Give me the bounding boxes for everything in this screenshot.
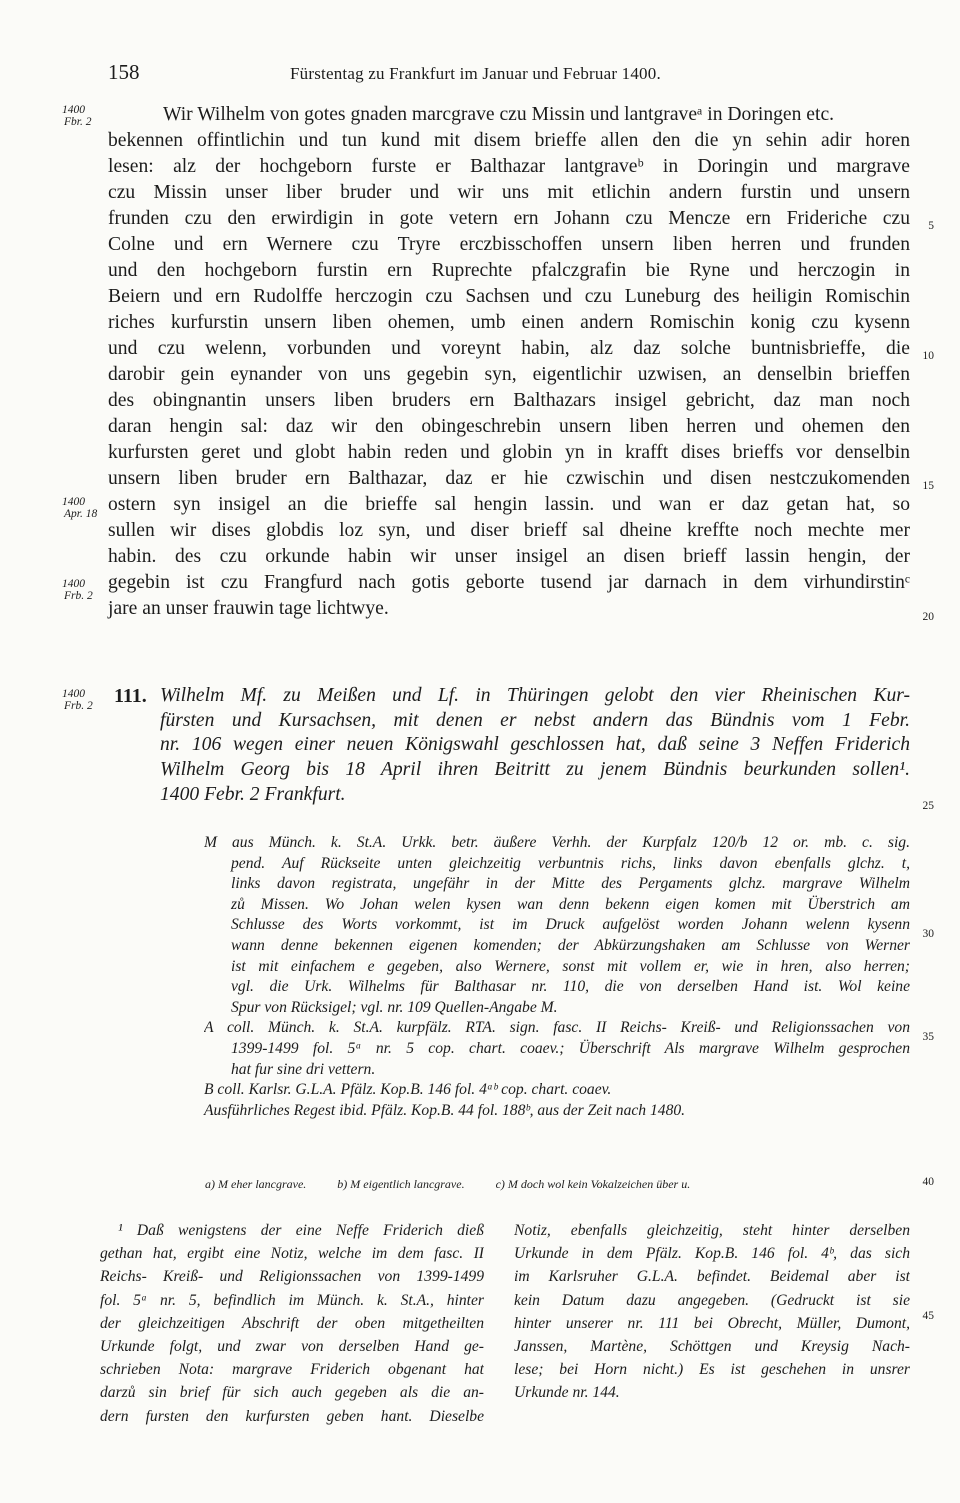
footnote-line: im Karlsruher G.L.A. befindet. Beidemal aber ist xyxy=(514,1268,910,1286)
variant-note: b) M eigentlich lancgrave. xyxy=(337,1177,465,1191)
source-line: vgl. die Urk. Wilhelms für Balthasar nr. 110, die von derselben Hand ist. Wol keine xyxy=(231,978,910,996)
regest-line: Wilhelm Mf. zu Meißen und Lf. in Thüringen gelobt den vier Rheinischen Kur- xyxy=(160,685,910,706)
regest-line: Wilhelm Georg bis 18 April ihren Beitritt zu jenem Bündnis beurkunden sollen¹. xyxy=(160,759,910,781)
source-line: Schlusse des Worts vorkommt, ist im Druck aufgelöst worden Johann welenn kysenn xyxy=(231,916,910,934)
source-line: pend. Auf Rückseite unten gleichzeitig verbuntnis richs, links davon ebenfalls glchz. t, xyxy=(231,854,910,872)
footnote-line: kein Datum dazu angegeben. (Gedruckt ist sie xyxy=(514,1291,910,1309)
text-line: ostern syn insigel an die brieffe sal hengin lassin. und wan er daz getan hat, so xyxy=(108,494,910,515)
text-line: des obingnantin unsers liben bruders ern Balthazars insigel gebricht, daz man noch xyxy=(108,390,910,411)
variant-note: c) M doch wol kein Vokalzeichen über u. xyxy=(495,1177,691,1191)
margin-date-year: 1400 xyxy=(62,578,85,590)
footnote-left-column xyxy=(100,1219,484,1428)
text-line: unsern liben bruder ern Balthazar, daz er hie czwischin und disen nestczukomenden xyxy=(108,468,910,489)
source-line: links davon registrata, ungefähr in der Mitte des Pergaments glchz. margrave Wilhelm xyxy=(231,875,910,893)
text-line: habin. des czu orkunde habin wir unser insigel an disen brieff lassin hengin, der xyxy=(108,546,910,567)
text-line: und den hochgeborn furstin ern Ruprechte pfalczgrafin bie Ryne und herczogin in xyxy=(108,260,910,281)
margin-date-day: Fbr. 2 xyxy=(64,116,92,128)
footnote-line: hinter unserer nr. 111 bei Obrecht, Müller, Dumont, xyxy=(514,1314,910,1332)
footnote-right-column xyxy=(514,1219,910,1405)
line-number: 25 xyxy=(922,800,934,812)
margin-date-year: 1400 xyxy=(62,104,85,116)
text-line: kurfursten geret und globt habin reden und globin yn in krafft dises brieffs vor denselbin xyxy=(108,442,910,463)
margin-date xyxy=(62,688,122,712)
source-line: Spur von Rücksigel; vgl. nr. 109 Quellen-Angabe M. xyxy=(231,998,558,1016)
text-line: czu Missin unser liber bruder und wir uns mit etlichin andern furstin und unsern xyxy=(108,182,910,203)
text-line: riches kurfurstin unsern liben ohemen, umb einen andern Romischin konig czu kysenn xyxy=(108,312,910,333)
footnote-line: darzů sin brief für sich auch gegeben als die an- xyxy=(100,1384,484,1402)
text-line: und czu welenn, vorbunden und voreynt habin, alz daz solche buntnisbrieffe, die xyxy=(108,338,910,359)
text-line: Beiern und ern Rudolffe herczogin czu Sachsen und czu Luneburg des heiligin Romischin xyxy=(108,286,910,307)
regest-number: 111. xyxy=(114,685,147,707)
variant-note: a) M eher lancgrave. xyxy=(205,1177,307,1191)
line-number: 5 xyxy=(928,220,934,232)
line-number: 45 xyxy=(922,1310,934,1322)
source-line: hat fur sine dri vettern. xyxy=(231,1060,376,1078)
footnote-line: gethan hat, ergibt eine Notiz, welche im dem fasc. II xyxy=(100,1245,484,1263)
text-line: lesen: alz der hochgeborn furste er Balthazar lantgraveᵇ in Doringin und margrave xyxy=(108,156,910,177)
footnote-line: schrieben Nota: margrave Friderich obgenant hat xyxy=(100,1361,484,1379)
margin-date xyxy=(62,104,122,128)
footnote-line: Reichs- Kreiß- und Religionssachen von 1399-1499 xyxy=(100,1268,484,1286)
footnote-line: lese; bei Horn nicht.) Es ist geschehen in unsrer xyxy=(514,1361,910,1379)
text-line: Wir Wilhelm von gotes gnaden marcgrave czu Missin und lantgraveᵃ in Doringen etc. xyxy=(163,104,835,125)
footnote-line: Janssen, Martène, Schöttgen und Kreysig Nach- xyxy=(514,1337,910,1355)
source-line: 1399-1499 fol. 5ᵃ nr. 5 cop. chart. coaev.; Überschrift Als margrave Wilhelm gesprochen xyxy=(231,1039,910,1057)
text-line: Colne und ern Wernere czu Tryre erczbisschoffen unsern liben herren und frunden xyxy=(108,234,910,255)
source-line: zů Missen. Wo Johan welen kysen wan denn bekenn eigen komen mit Überstrich am xyxy=(231,895,910,913)
line-number: 30 xyxy=(922,928,934,940)
running-head: Fürstentag zu Frankfurt im Januar und Februar 1400. xyxy=(290,64,661,83)
footnote-line: Notiz, ebenfalls gleichzeitig, steht hinter derselben xyxy=(514,1222,910,1239)
footnote-line: Urkunde folgt, und zwar von derselben Hand ge- xyxy=(100,1337,484,1355)
text-line: jare an unser frauwin tage lichtwye. xyxy=(108,598,389,619)
margin-date-day: Frb. 2 xyxy=(64,590,93,602)
regest-line: 1400 Febr. 2 Frankfurt. xyxy=(160,783,346,805)
source-notes xyxy=(204,833,910,1121)
margin-date-day: Frb. 2 xyxy=(64,700,93,712)
source-line: M aus Münch. k. St.A. Urkk. betr. äußere Verhh. der Kurpfalz 120/b 12 or. mb. c. sig. xyxy=(204,834,910,851)
source-line: wann denne bekennen eigenen komenden; der Abkürzungshaken am Schlusse von Werner xyxy=(231,936,910,954)
margin-date-year: 1400 xyxy=(62,688,85,700)
footnote-line: Urkunde in dem Pfälz. Kop.B. 146 fol. 4ᵇ, das sich xyxy=(514,1245,910,1263)
text-line: darobir gein eynander von uns gegebin syn, eigentlichir uzwisen, an denselbin brieffen xyxy=(108,364,910,385)
text-line: bekennen offintlichin und tun kund mit disem brieffe allen den die yn sehin adir horen xyxy=(108,130,910,151)
source-line: Ausführliches Regest ibid. Pfälz. Kop.B. 44 fol. 188ᵇ, aus der Zeit nach 1480. xyxy=(204,1101,686,1119)
footnote-line: der gleichzeitigen Abschrift der oben mitgetheilten xyxy=(100,1314,484,1332)
source-line: A coll. Münch. k. St.A. kurpfälz. RTA. sign. fasc. II Reichs- Kreiß- und Religionssachen von xyxy=(204,1019,910,1037)
footnote-line: dern fursten den kurfursten geben hant. Dieselbe xyxy=(100,1407,484,1425)
line-number: 20 xyxy=(922,611,934,623)
page-number: 158 xyxy=(108,60,140,84)
text-line: frunden czu den erwirdigin in gote vetern ern Johann czu Mencze ern Frideriche czu xyxy=(108,208,910,229)
line-number: 40 xyxy=(922,1176,934,1188)
variant-notes xyxy=(205,1177,905,1192)
footnote-line: Urkunde nr. 144. xyxy=(514,1384,620,1402)
source-line: ist mit einfachem e gegeben, also Wernere, sonst mit vollem er, wie in hren, also herren; xyxy=(231,957,910,975)
source-line: B coll. Karlsr. G.L.A. Pfälz. Kop.B. 146 fol. 4ᵃᵇ cop. chart. coaev. xyxy=(204,1081,612,1099)
text-line: gegebin ist czu Frangfurd nach gotis geborte tusend jar darnach in dem virhundirstinᶜ xyxy=(108,572,910,593)
text-line: sullen wir dises globdis loz syn, und diser brieff sal dheine kreffte noch mechte mer xyxy=(108,520,910,541)
margin-date-day: Apr. 18 xyxy=(64,508,98,520)
footnote-line: ¹ Daß wenigstens der eine Neffe Friderich dieß xyxy=(118,1222,484,1239)
line-number: 10 xyxy=(922,350,934,362)
text-line: daran hengin sal: daz wir den obingeschrebin unsern liben herren und ohemen den xyxy=(108,416,910,437)
regest-line: nr. 106 wegen einer neuen Königswahl geschlossen hat, daß seine 3 Neffen Friderich xyxy=(160,734,910,756)
line-number: 15 xyxy=(922,480,934,492)
footnote-line: fol. 5ᵃ nr. 5, befindlich im Münch. k. St.A., hinter xyxy=(100,1291,484,1309)
line-number: 35 xyxy=(922,1031,934,1043)
regest-line: fürsten und Kursachsen, mit denen er nebst andern das Bündnis vom 1 Febr. xyxy=(160,709,910,731)
regest xyxy=(114,684,910,807)
margin-date-year: 1400 xyxy=(62,496,85,508)
